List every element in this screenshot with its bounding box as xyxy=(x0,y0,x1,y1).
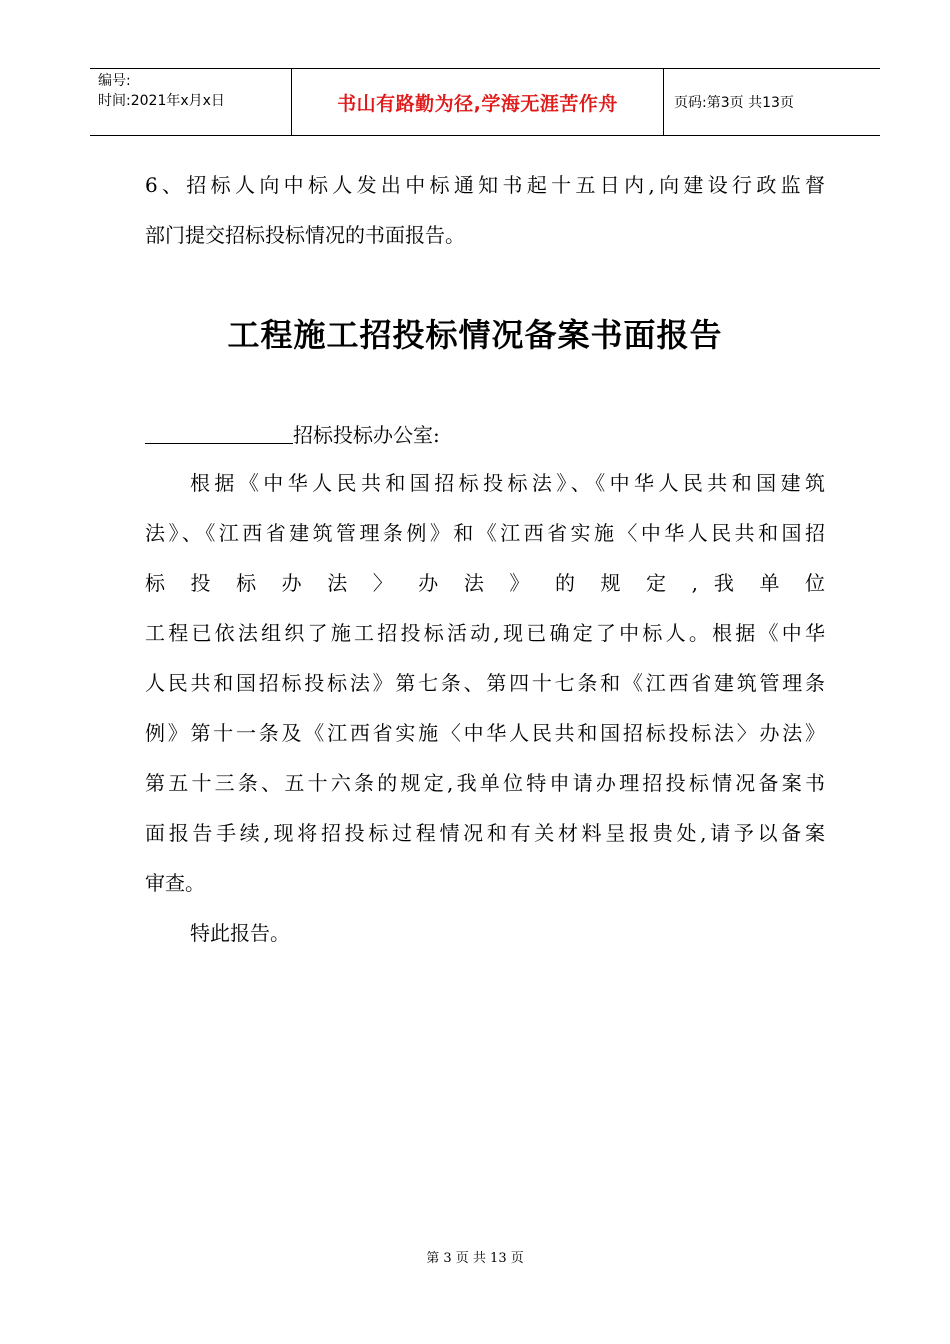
body-line-4: 工程已依法组织了施工招投标活动,现已确定了中标人。根据《中华 xyxy=(145,621,825,645)
document-number-label: 编号: xyxy=(98,73,131,89)
page-header xyxy=(90,68,880,136)
paragraph-6-line-1: 6、招标人向中标人发出中标通知书起十五日内,向建设行政监督 xyxy=(145,173,825,197)
paragraph-6-line-2: 部门提交招标投标情况的书面报告。 xyxy=(145,223,465,247)
body-line-7: 第五十三条、五十六条的规定,我单位特申请办理招投标情况备案书 xyxy=(145,771,825,795)
page-footer: 第 3 页 共 13 页 xyxy=(426,1251,524,1266)
body-line-5: 人民共和国招标投标法》第七条、第四十七条和《江西省建筑管理条 xyxy=(145,671,825,695)
header-motto-cell xyxy=(291,69,664,135)
body-line-2: 法》、《江西省建筑管理条例》和《江西省实施〈中华人民共和国招 xyxy=(145,521,825,545)
blank-fill-line xyxy=(145,421,293,444)
header-page-info: 页码:第3页 共13页 xyxy=(674,95,794,111)
report-title: 工程施工招投标情况备案书面报告 xyxy=(227,316,723,354)
document-time: 时间:2021年x月x日 xyxy=(98,93,225,109)
body-line-9: 审查。 xyxy=(145,871,205,895)
header-meta xyxy=(90,69,291,135)
closing-text: 特此报告。 xyxy=(190,921,290,945)
body-line-6: 例》第十一条及《江西省实施〈中华人民共和国招标投标法〉办法》 xyxy=(145,721,825,745)
header-motto: 书山有路勤为径,学海无涯苦作舟 xyxy=(337,92,618,115)
salutation-line xyxy=(145,410,825,460)
body-line-1: 根据《中华人民共和国招标投标法》、《中华人民共和国建筑 xyxy=(190,471,825,495)
body-line-8: 面报告手续,现将招投标过程情况和有关材料呈报贵处,请予以备案 xyxy=(145,821,825,845)
salutation: 招标投标办公室: xyxy=(293,423,440,447)
body-line-3: 标 投 标 办 法 〉 办 法 》 的 规 定 , 我 单 位 xyxy=(145,571,825,595)
